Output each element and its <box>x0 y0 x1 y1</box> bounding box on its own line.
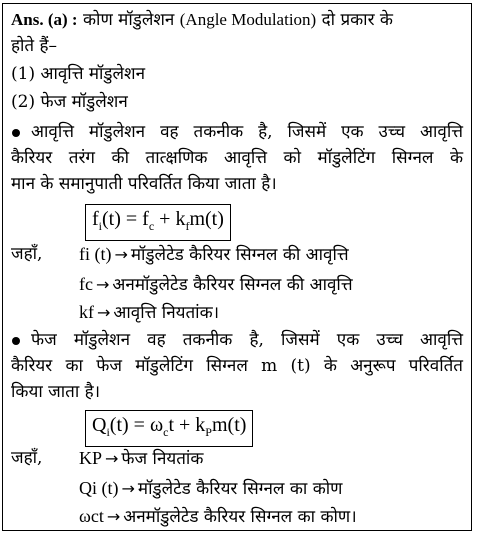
fm-def-2-symbol: fc <box>79 274 93 294</box>
arrow-icon: → <box>106 507 121 526</box>
fm-desc-line-2: कैरियर तरंग की तात्क्षणिक आवृत्ति को मॉडुलेटिंग सिग्नल के <box>11 148 463 168</box>
fm-def-2-meaning: अनमॉडुलेटेड कैरियर सिग्नल की आवृत्ति <box>112 275 353 295</box>
pm-def-3 <box>79 506 357 527</box>
pm-desc-line-1: फेज मॉडुलेशन वह तकनीक है, जिसमें एक उच्च आवृत्ति <box>31 330 463 350</box>
arrow-icon: → <box>105 449 119 468</box>
pm-def-2 <box>79 478 342 499</box>
pm-def-2-symbol: Qi (t) <box>79 478 119 498</box>
intro-line <box>11 10 393 30</box>
pm-formula: $Q_i(t) = \omega_ct + k_Pm(t)$ <box>85 410 253 447</box>
fm-def-3-meaning: आवृत्ति नियतांक। <box>113 303 220 323</box>
answer-label: Ans. (a) : <box>11 10 78 29</box>
pm-def-1-symbol: KP <box>79 448 103 468</box>
pm-where-label: जहाँ, <box>11 448 43 468</box>
fm-desc-line-3: मान के समानुपाती परिवर्तित किया जाता है। <box>11 174 277 194</box>
bullet-fm <box>12 129 20 137</box>
pm-def-2-meaning: मॉडुलेटेड कैरियर सिग्नल का कोण <box>137 479 343 499</box>
pm-def-3-symbol: ωct <box>79 506 104 526</box>
intro-line-2: होते हैं– <box>11 36 58 56</box>
arrow-icon: → <box>114 245 128 264</box>
fm-where-label: जहाँ, <box>11 244 43 264</box>
fm-def-3-symbol: kf <box>79 302 94 322</box>
intro-text-end: दो प्रकार के <box>321 10 393 30</box>
answer-card <box>2 3 472 531</box>
type-pm: (2) फेज मॉडुलेशन <box>11 92 128 112</box>
fm-def-1-symbol: fi (t) <box>79 244 112 264</box>
fm-def-3 <box>79 302 219 323</box>
pm-def-1 <box>79 448 203 469</box>
fm-def-1 <box>79 244 349 265</box>
pm-def-1-meaning: फेज नियतांक <box>121 449 204 469</box>
arrow-icon: → <box>97 303 111 322</box>
arrow-icon: → <box>121 479 135 498</box>
pm-def-3-meaning: अनमॉडुलेटेड कैरियर सिग्नल का कोण। <box>123 507 357 527</box>
fm-formula: $f_i(t) = f_c + k_fm(t)$ <box>85 204 231 241</box>
type-fm: (1) आवृत्ति मॉडुलेशन <box>11 64 146 84</box>
fm-def-2 <box>79 274 353 295</box>
intro-english: (Angle Modulation) <box>179 10 317 29</box>
arrow-icon: → <box>95 275 110 294</box>
bullet-pm <box>12 337 20 345</box>
fm-def-1-meaning: मॉडुलेटेड कैरियर सिग्नल की आवृत्ति <box>130 245 349 265</box>
fm-desc-line-1: आवृत्ति मॉडुलेशन वह तकनीक है, जिसमें एक उच्च आवृत्ति <box>31 122 463 142</box>
pm-desc-line-3: किया जाता है। <box>11 382 101 402</box>
pm-desc-line-2: कैरियर का फेज मॉडुलेटिंग सिग्नल m (t) के अनुरूप परिवर्तित <box>11 356 463 376</box>
intro-text: कोण मॉडुलेशन <box>83 10 175 30</box>
